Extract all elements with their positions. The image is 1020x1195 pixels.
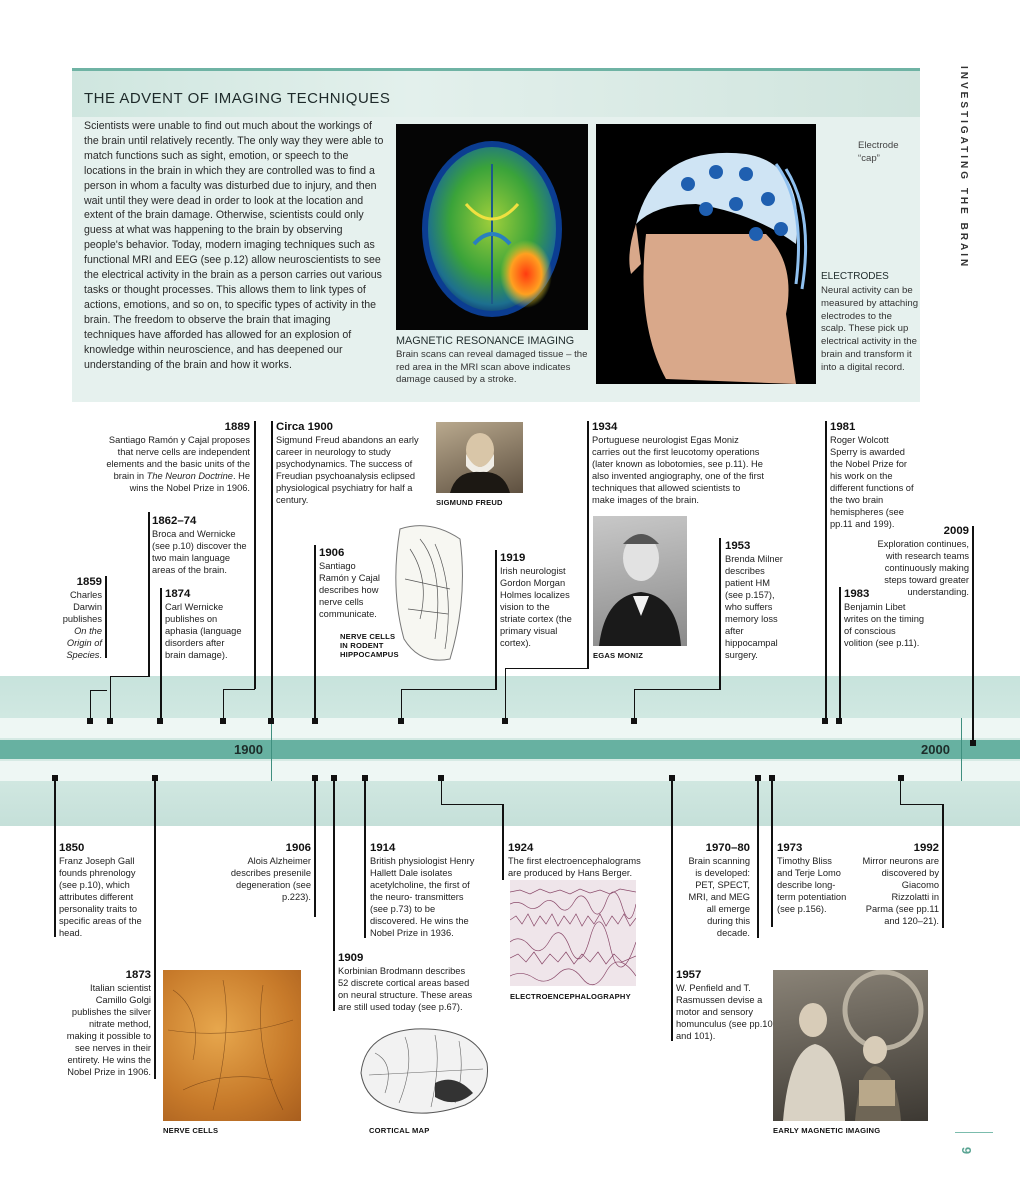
event-1889-year: 1889 [224, 421, 250, 433]
connector-1862-h [111, 676, 149, 677]
event-1889-text-end: . He wins the Nobel Prize in 1906. [129, 471, 250, 493]
event-1957 [676, 968, 774, 1042]
connector-1919 [495, 550, 497, 690]
event-1934-year: 1934 [592, 421, 618, 433]
event-1906-alzheimer-text: Alois Alzheimer describes presenile degeneration (see p.223). [230, 856, 311, 902]
electrodes-title: ELECTRODES [821, 271, 889, 282]
nerve-cells-image-label: NERVE CELLS [163, 1126, 219, 1135]
event-1981-year: 1981 [830, 421, 856, 433]
event-1970-80-year: 1970–80 [705, 842, 750, 854]
connector-1970 [757, 781, 759, 938]
event-1889-text: Santiago Ramón y Cajal proposes that nerve cells are independent elements and the basic units of the brain in [106, 435, 250, 481]
connector-1924 [502, 804, 504, 880]
event-1983-year: 1983 [844, 588, 870, 600]
section-side-title: INVESTIGATING THE BRAIN [958, 66, 969, 270]
connector-1889-h [224, 689, 255, 690]
event-1919 [500, 551, 572, 649]
connector-1983 [839, 587, 841, 718]
event-1906 [319, 546, 385, 620]
timeline-dot-2009 [970, 740, 976, 746]
event-1992-text: Mirror neurons are discovered by Giacomo Rizzolatti in Parma (see pp.11 and 120–21). [862, 856, 939, 926]
page-number-rule [955, 1132, 993, 1133]
event-1924 [508, 841, 654, 879]
hippocampus-drawing [390, 519, 468, 665]
event-1970-80-text: Brain scanning is developed: PET, SPECT, MRI, and MEG all emerge during this decade. [688, 856, 750, 938]
event-1957-text: W. Penfield and T. Rasmussen devise a motor and sensory homunculus (see pp.10 and 101). [676, 983, 773, 1041]
electrodes-caption: Neural activity can be measured by attaching electrodes to the scalp. These pick up electrical activity in the brain and transform it into a digital record. [821, 285, 919, 373]
event-1924-year: 1924 [508, 842, 534, 854]
connector-1900 [271, 421, 273, 719]
mri-caption: Brain scans can reveal damaged tissue – the red area in the MRI scan above indicates damage caused by a stroke. [396, 349, 588, 386]
timeline-label-2000: 2000 [921, 742, 950, 757]
timeline-dot-1900 [268, 718, 274, 724]
event-2009 [872, 524, 969, 598]
event-1919-year: 1919 [500, 552, 526, 564]
connector-1862 [148, 512, 150, 677]
event-1873-text: Italian scientist Camillo Golgi publishes the silver nitrate method, making it possible to see nerves in their entirety. He wins the Nobel Prize in 1906. [66, 983, 151, 1077]
event-1850-text: Franz Joseph Gall founds phrenology (see p.10), which attributes different personality traits to specific areas of the head. [59, 856, 142, 938]
event-1859-year: 1859 [76, 576, 102, 588]
event-1934-text: Portuguese neurologist Egas Moniz carries out the first leucotomy operations (later known as lobotomies, see p.11). He also invented angiography, one of the first techniques that allowed scientists to make images of the brain. [592, 435, 764, 505]
event-1889 [104, 420, 250, 494]
connector-1924-v [441, 781, 442, 805]
event-1992-year: 1992 [913, 842, 939, 854]
timeline-dot-1906 [312, 718, 318, 724]
event-1862-74 [152, 514, 252, 576]
early-magnetic-imaging-photo-label: EARLY MAGNETIC IMAGING [773, 1126, 881, 1135]
event-1953-year: 1953 [725, 540, 751, 552]
timeline-dot-1919 [398, 718, 404, 724]
timeline-axis [0, 740, 1020, 759]
connector-1859-v [90, 690, 91, 720]
event-1859-text: Charles Darwin publishes [62, 590, 102, 624]
timeline-dot-1983 [836, 718, 842, 724]
event-1850 [59, 841, 149, 939]
connector-1873 [154, 781, 156, 1079]
connector-1992-h [900, 804, 943, 805]
event-1909 [338, 951, 478, 1013]
event-1973-year: 1973 [777, 842, 803, 854]
connector-1953-v [634, 689, 635, 720]
event-1873 [60, 968, 151, 1078]
cortical-map-drawing-label: CORTICAL MAP [369, 1126, 430, 1135]
connector-1889 [254, 421, 256, 689]
panel-body-text: Scientists were unable to find out much about the workings of the brain until relatively recently. The only way they were able to match functions such as sight, emotion, or speech to the locations in the brain in which they are controlled was to find a person in whom a faculty was disturbed due to injury, and then wait until they were dead in order to look at the location and extent of the brain damage. Otherwise, scientists could only guess at what was happening to the brain by observing people's behavior. Today, modern imaging techniques such as functional MRI and EEG (see p.12) allow neuroscientists to see the electrical activity in the brain as a person carries out various tasks or thought processes. This allows them to link types of actions, emotions, and so on, to specific types of activity in the brain. The freedom to observe the brain that imaging techniques have afforded has allowed for an explosion of knowledge within neuroscience, and has deepened our understanding of the brain and how it works. [84, 120, 384, 371]
event-1953-text: Brenda Milner describes patient HM (see p.157), who suffers memory loss after hippocampal surgery. [725, 554, 783, 660]
connector-1924-h [441, 804, 503, 805]
event-1906-year: 1906 [319, 547, 345, 559]
event-circa-1900-text: Sigmund Freud abandons an early career in neurology to study psychodynamics. The success of Freudian psychoanalysis eclipsed physiological psychiatry for half a century. [276, 435, 419, 505]
connector-1862-v [110, 676, 111, 720]
event-1874-text: Carl Wernicke publishes on aphasia (language disorders after brain damage). [165, 602, 242, 660]
event-1862-74-text: Broca and Wernicke (see p.10) discover the two main language areas of the brain. [152, 529, 247, 575]
event-1862-74-year: 1862–74 [152, 515, 197, 527]
connector-1992-v [900, 781, 901, 805]
connector-1906 [314, 545, 316, 718]
connector-1919-h [402, 689, 496, 690]
event-1981 [830, 420, 918, 530]
hippocampus-drawing-label: NERVE CELLS IN RODENT HIPPOCAMPUS [340, 632, 399, 659]
timeline-dot-1889 [220, 718, 226, 724]
mri-scan-image [396, 124, 588, 330]
event-1934 [592, 420, 764, 506]
event-1909-year: 1909 [338, 952, 364, 964]
connector-1874 [160, 588, 162, 718]
event-1873-year: 1873 [125, 969, 151, 981]
event-1909-text: Korbinian Brodmann describes 52 discrete cortical areas based on neural structure. These areas are still used today (see p.67). [338, 966, 473, 1012]
timeline-dot-1992 [898, 775, 904, 781]
cortical-map-drawing [355, 1023, 493, 1121]
event-1914 [370, 841, 478, 939]
connector-1957 [671, 781, 673, 1041]
event-1957-year: 1957 [676, 969, 702, 981]
timeline-dot-1953 [631, 718, 637, 724]
timeline-dot-1934 [502, 718, 508, 724]
event-1924-text: The first electroencephalograms are produced by Hans Berger. [508, 856, 641, 878]
freud-photo [436, 422, 523, 493]
timeline-dot-1862 [107, 718, 113, 724]
connector-1992 [942, 804, 944, 928]
event-2009-year: 2009 [943, 525, 969, 537]
timeline-marker-2000 [961, 718, 962, 781]
connector-2009 [972, 526, 974, 740]
event-1874 [165, 587, 247, 661]
freud-photo-label: SIGMUND FREUD [436, 498, 503, 507]
timeline-marker-1900 [271, 718, 272, 781]
event-1953 [725, 539, 789, 661]
event-1970-80 [680, 841, 750, 939]
connector-1850 [54, 781, 56, 937]
early-magnetic-imaging-photo [773, 970, 928, 1121]
event-circa-1900-year: Circa 1900 [276, 421, 333, 433]
event-1983-text: Benjamin Libet writes on the timing of conscious volition (see p.11). [844, 602, 925, 648]
event-circa-1900 [276, 420, 424, 506]
connector-1973 [771, 781, 773, 927]
event-1914-year: 1914 [370, 842, 396, 854]
connector-1906b [314, 781, 316, 917]
nerve-cells-image [163, 970, 301, 1121]
connector-1859-h [91, 690, 107, 691]
egas-moniz-photo [593, 516, 687, 646]
event-1973-text: Timothy Bliss and Terje Lomo describe long-term potentiation (see p.156). [777, 856, 847, 914]
connector-1859 [105, 576, 107, 658]
connector-1953 [719, 538, 721, 690]
timeline-label-1900: 1900 [234, 742, 263, 757]
timeline-dot-1874 [157, 718, 163, 724]
connector-1934-h [506, 668, 588, 669]
connector-1934 [587, 421, 589, 669]
connector-1981 [825, 421, 827, 718]
event-1906-text: Santiago Ramón y Cajal describes how nerve cells communicate. [319, 561, 380, 619]
event-1992 [862, 841, 939, 927]
eeg-trace-image-label: ELECTROENCEPHALOGRAPHY [510, 992, 631, 1001]
event-1859-book: On the Origin of Species [66, 626, 102, 660]
electrode-cap-image [596, 124, 816, 384]
event-1859-text-end: . [99, 650, 102, 660]
eeg-trace-image [510, 880, 636, 986]
event-1981-text: Roger Wolcott Sperry is awarded the Nobel Prize for his work on the different functions of the two brain hemispheres (see pp.11 and 199). [830, 435, 914, 529]
event-1973 [777, 841, 849, 915]
event-1889-book: The Neuron Doctrine [146, 471, 233, 481]
electrode-cap-label: Electrode “cap” [858, 140, 899, 164]
event-1859 [52, 575, 102, 661]
connector-1919-v [401, 689, 402, 720]
connector-1889-v [223, 689, 224, 720]
egas-moniz-photo-label: EGAS MONIZ [593, 651, 644, 660]
event-1919-text: Irish neurologist Gordon Morgan Holmes localizes vision to the striate cortex (the primary visual cortex). [500, 566, 572, 648]
connector-1914 [364, 781, 366, 938]
timeline-dot-1859 [87, 718, 93, 724]
panel-title: THE ADVENT OF IMAGING TECHNIQUES [84, 90, 391, 107]
event-2009-text: Exploration continues, with research teams continuously making steps toward greater understanding. [877, 539, 969, 597]
mri-title: MAGNETIC RESONANCE IMAGING [396, 335, 575, 347]
event-1906-alzheimer-year: 1906 [285, 842, 311, 854]
event-1874-year: 1874 [165, 588, 191, 600]
event-1914-text: British physiologist Henry Hallett Dale isolates acetylcholine, the first of the neuro- transmitters (see p.73) to be discovered. He wins the Nobel Prize in 1936. [370, 856, 475, 938]
page-number: 9 [959, 1146, 975, 1155]
timeline-dot-1981 [822, 718, 828, 724]
connector-1909 [333, 781, 335, 1011]
event-1850-year: 1850 [59, 842, 85, 854]
event-1906-alzheimer [226, 841, 311, 903]
timeline-stripe-upper [0, 718, 1020, 738]
connector-1953-h [635, 689, 720, 690]
connector-1934-v [505, 668, 506, 720]
